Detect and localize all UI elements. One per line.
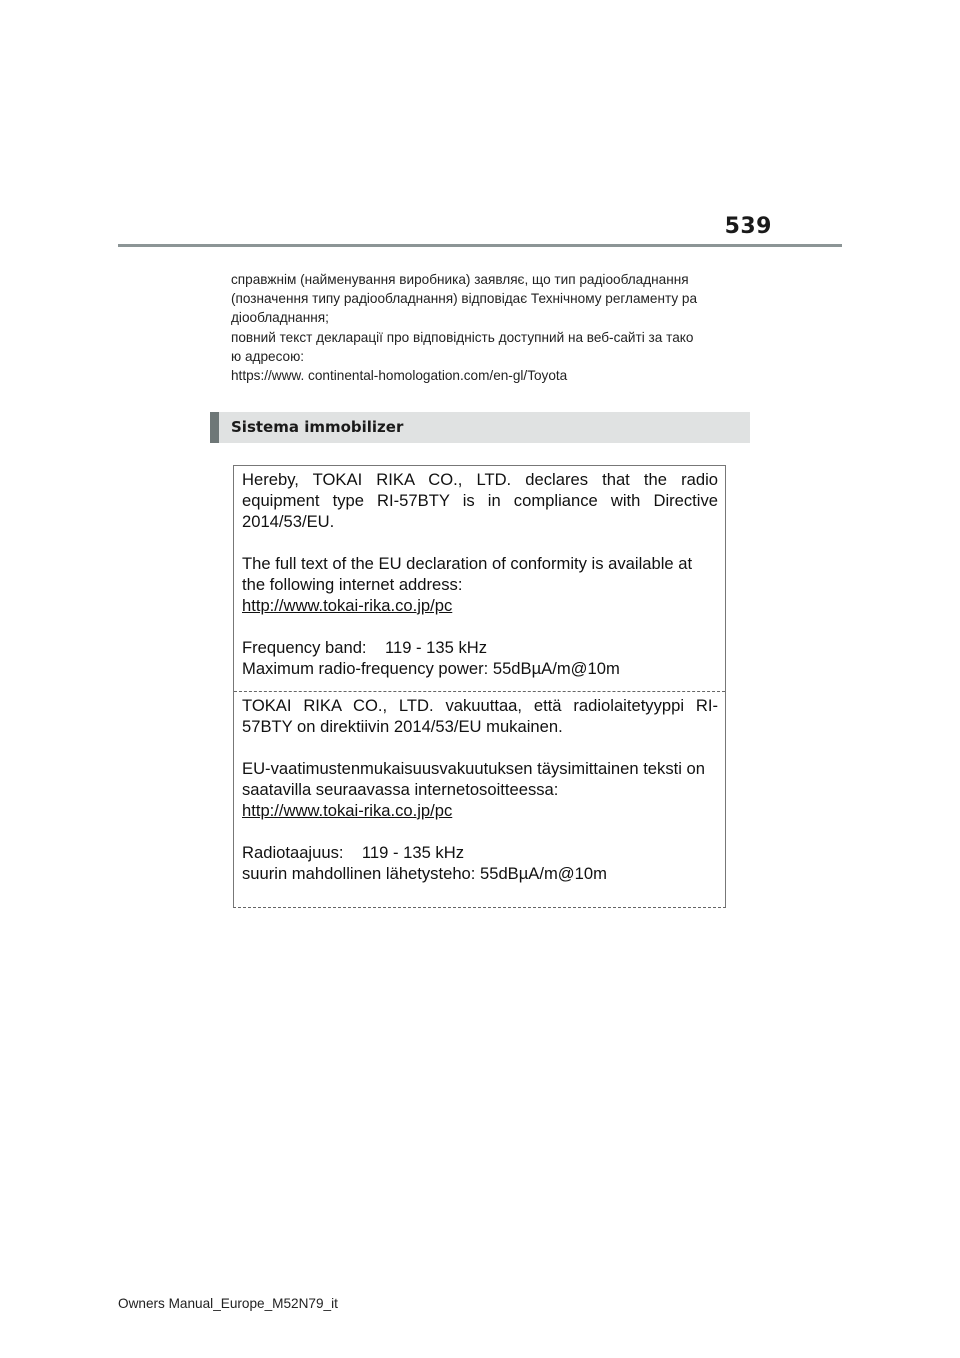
ukrainian-line: ю адресою: — [231, 348, 305, 364]
ukrainian-url: https://www. continental-homologation.com/en-gl/Toyota — [231, 368, 568, 384]
english-frequency-band: Frequency band: 119 - 135 kHz — [242, 638, 488, 657]
label-divider — [234, 691, 725, 692]
english-declaration: Hereby, TOKAI RIKA CO., LTD. declares that the radio equipment type RI-57BTY is in compliance with Directive 2014/53/EU. — [242, 470, 718, 531]
label-english — [242, 469, 718, 679]
finnish-max-power: suurin mahdollinen lähetysteho: 55dBµA/m@10m — [242, 864, 607, 883]
footer-text: Owners Manual_Europe_M52N79_it — [118, 1296, 338, 1311]
header-rule — [118, 244, 842, 247]
finnish-frequency-band: Radiotaajuus: 119 - 135 kHz — [242, 843, 464, 862]
ukrainian-line: справжнім (найменування виробника) заявляє, що тип радіообладнання — [231, 272, 689, 287]
english-url: http://www.tokai-rika.co.jp/pc — [242, 596, 453, 615]
finnish-declaration: TOKAI RIKA CO., LTD. vakuuttaa, että radiolaitetyyppi RI-57BTY on direktiivin 2014/53/EU mukainen. — [242, 696, 718, 736]
finnish-full-text-intro: EU-vaatimustenmukaisuusvakuutuksen täysimittainen teksti on saatavilla seuraavassa internetosoitteessa: — [242, 759, 705, 799]
ukrainian-line: повний текст декларації про відповідність доступний на веб-сайті за тако — [231, 329, 694, 345]
page-number: 539 — [724, 214, 772, 239]
section-header — [210, 412, 750, 443]
ukrainian-declaration — [231, 270, 751, 385]
english-max-power: Maximum radio-frequency power: 55dBµA/m@10m — [242, 659, 620, 678]
ukrainian-line: діообладнання; — [231, 310, 329, 326]
finnish-url: http://www.tokai-rika.co.jp/pc — [242, 801, 453, 820]
label-finnish — [242, 695, 718, 884]
section-title: Sistema immobilizer — [231, 418, 404, 436]
english-full-text-intro: The full text of the EU declaration of conformity is available at the following internet address: — [242, 554, 693, 594]
declaration-label — [233, 465, 726, 908]
ukrainian-line: (позначення типу радіообладнання) відповідає Технічному регламенту ра — [231, 291, 698, 307]
